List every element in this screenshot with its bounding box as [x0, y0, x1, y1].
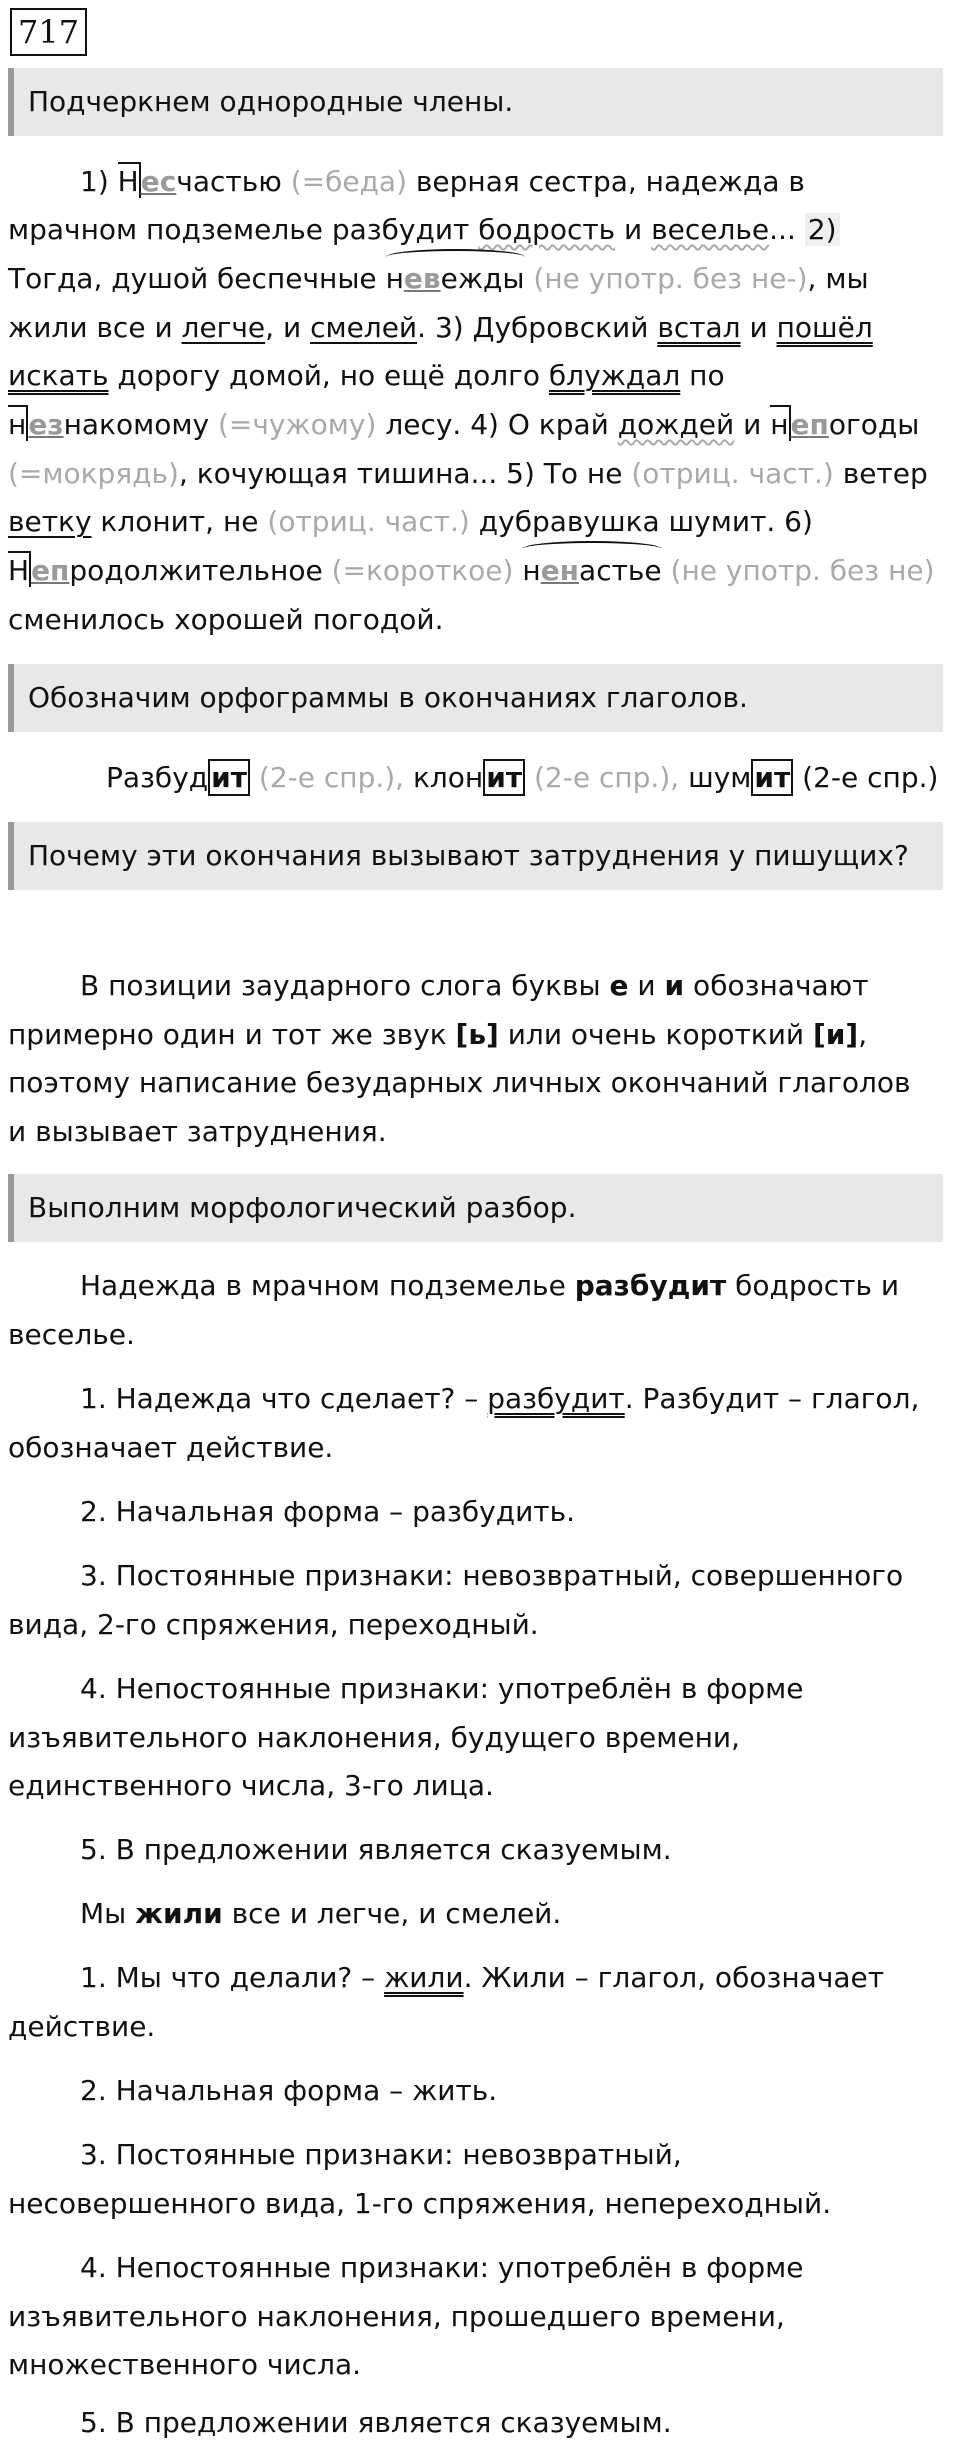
conjugation-note: (2-е спр.), — [534, 761, 680, 794]
annotated-line-1: 1) Несчастью (=беда) верная сестра, надежда в — [80, 158, 960, 207]
parse-sentence: Мы жили все и легче, и смелей. — [80, 1897, 562, 1930]
parse-step-1-cont: обозначает действие. — [8, 1431, 334, 1464]
explanation-line: и вызывает затруднения. — [8, 1115, 387, 1148]
verb-endings-line — [106, 754, 960, 803]
parse-step-5: 5. В предложении является сказуемым. — [80, 1833, 672, 1866]
explanation-line: В позиции заударного слога буквы е и и обозначают — [80, 969, 869, 1002]
exercise-number: 717 — [10, 8, 87, 56]
annotated-line-5: искать дорогу домой, но ещё долго блуждал по — [8, 359, 725, 392]
task-header-question: Почему эти окончания вызывают затруднения у пишущих? — [8, 822, 943, 890]
annotated-line-7: (=мокрядь), кочующая тишина... 5) То не (отриц. част.) ветер — [8, 457, 928, 490]
annotated-line-8: ветку клонит, не (отриц. част.) дубравушка шумит. 6) — [8, 505, 813, 538]
conjugation-note: (2-е спр.), — [258, 761, 405, 794]
task-header-parse: Выполним морфологический разбор. — [8, 1174, 943, 1242]
parse-step-1: 1. Надежда что сделает? – разбудит. Разбудит – глагол, — [80, 1382, 920, 1415]
verb-stem: Разбуд — [106, 761, 209, 794]
conjugation-note: (2-е спр.) — [802, 761, 939, 794]
annotated-line-4: жили все и легче, и смелей. 3) Дубровский встал и пошёл — [8, 311, 873, 344]
parse-step-4: 4. Непостоянные признаки: употреблён в форме — [80, 1672, 804, 1705]
parse-step-4-cont: изъявительного наклонения, будущего времени, — [8, 1721, 740, 1754]
verb-ending: ит — [208, 759, 250, 796]
explanation-line: поэтому написание безударных личных окончаний глаголов — [8, 1066, 911, 1099]
annotated-line-2: мрачном подземелье разбудит бодрость и веселье... 2) — [8, 206, 948, 255]
parse-step-3-cont: вида, 2-го спряжения, переходный. — [8, 1608, 539, 1641]
parse-step-1-cont: действие. — [8, 2010, 156, 2043]
parse-step-4-cont: множественного числа. — [8, 2348, 362, 2381]
verb-stem: шум — [688, 761, 752, 794]
parse-step-5: 5. В предложении является сказуемым. — [80, 2406, 672, 2439]
parse-step-3-cont: несовершенного вида, 1-го спряжения, непереходный. — [8, 2187, 832, 2220]
annotated-line-3: Тогда, душой беспечные невежды (не употр. без не-), мы — [8, 255, 948, 304]
parse-step-4-cont: единственного числа, 3-го лица. — [8, 1769, 494, 1802]
parse-step-1: 1. Мы что делали? – жили. Жили – глагол, обозначает — [80, 1961, 885, 1994]
verb-stem: клон — [412, 761, 484, 794]
task-header-homogeneous: Подчеркнем однородные члены. — [8, 68, 943, 136]
annotated-line-10: сменилось хорошей погодой. — [8, 603, 444, 636]
task-header-endings: Обозначим орфограммы в окончаниях глаголов. — [8, 664, 943, 732]
parse-sentence: Надежда в мрачном подземелье разбудит бодрость и — [80, 1269, 900, 1302]
verb-ending: ит — [483, 759, 525, 796]
parse-step-2: 2. Начальная форма – разбудить. — [80, 1495, 575, 1528]
parse-sentence-cont: веселье. — [8, 1318, 135, 1351]
verb-ending: ит — [751, 759, 793, 796]
parse-step-2: 2. Начальная форма – жить. — [80, 2074, 498, 2107]
annotated-line-9: Непродолжительное (=короткое) ненастье (не употр. без не) — [8, 547, 948, 596]
parse-step-3: 3. Постоянные признаки: невозвратный, — [80, 2138, 682, 2171]
parse-step-4-cont: изъявительного наклонения, прошедшего времени, — [8, 2300, 785, 2333]
parse-step-3: 3. Постоянные признаки: невозвратный, совершенного — [80, 1559, 904, 1592]
explanation-line: примерно один и тот же звук [ь] или очень короткий [и], — [8, 1018, 868, 1051]
annotated-line-6: незнакомому (=чужому) лесу. 4) О край дождей и непогоды — [8, 401, 948, 450]
parse-step-4: 4. Непостоянные признаки: употреблён в форме — [80, 2251, 804, 2284]
